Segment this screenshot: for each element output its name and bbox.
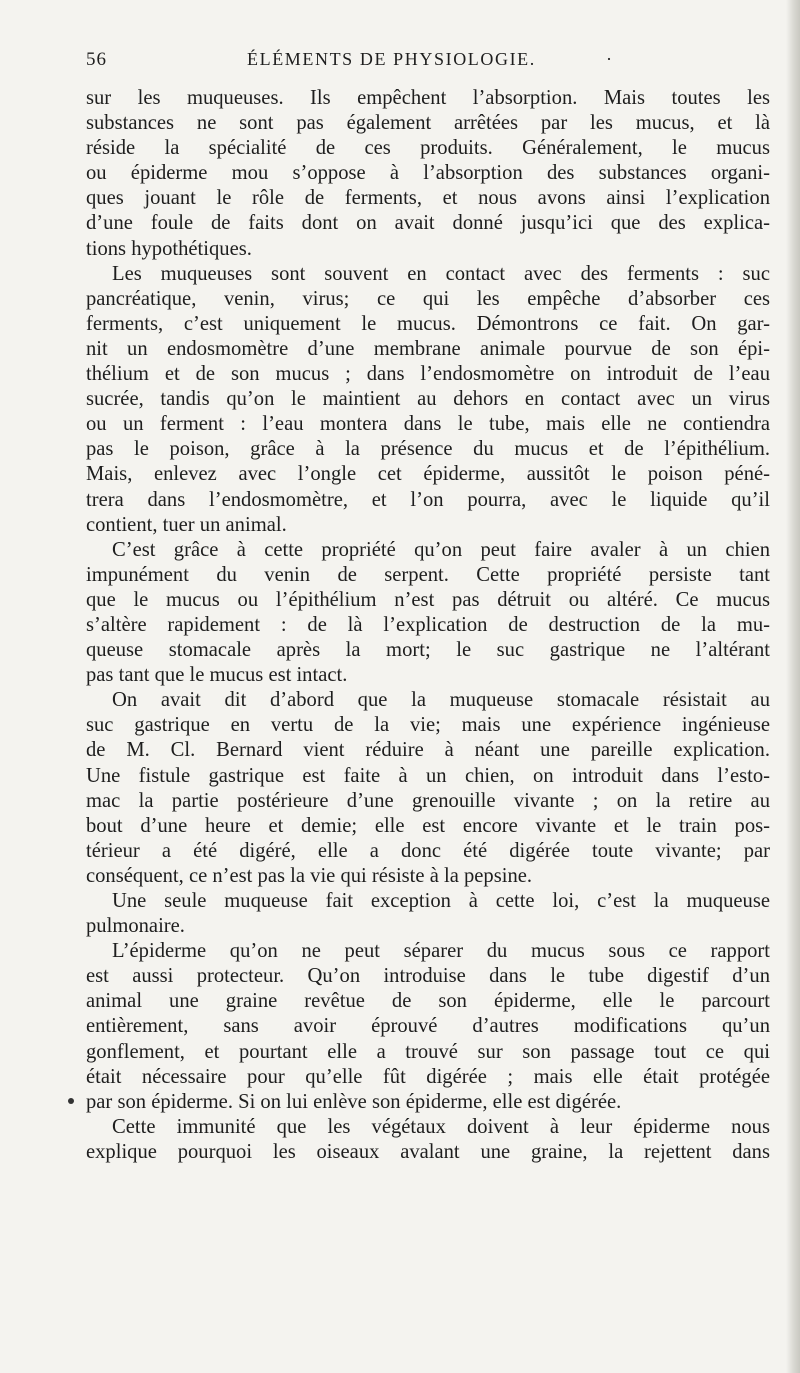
text-line: que le mucus ou l’épithélium n’est pas détruit ou altéré. Ce mucus — [86, 588, 770, 611]
text-line: animal une graine revêtue de son épiderme, elle le parcourt — [86, 990, 770, 1013]
text-line: gonflement, et pourtant elle a trouvé sur son passage tout ce qui — [86, 1040, 770, 1063]
text-line: ferments, c’est uniquement le mucus. Démontrons ce fait. On gar- — [86, 312, 770, 335]
text-line: Une fistule gastrique est faite à un chien, on introduit dans l’esto- — [86, 764, 770, 787]
body-text — [86, 86, 770, 1165]
text-line: pancréatique, venin, virus; ce qui les empêche d’absorber ces — [86, 287, 770, 310]
text-line: trera dans l’endosmomètre, et l’on pourra, avec le liquide qu’il — [86, 488, 770, 511]
page-header — [86, 49, 736, 77]
text-line: s’altère rapidement : de là l’explication de destruction de la mu- — [86, 613, 770, 636]
text-line: réside la spécialité de ces produits. Généralement, le mucus — [86, 137, 770, 160]
text-line: thélium et de son mucus ; dans l’endosmomètre on introduit de l’eau — [86, 363, 770, 386]
text-line: de M. Cl. Bernard vient réduire à néant une pareille explication. — [86, 739, 770, 762]
text-line: substances ne sont pas également arrêtées par les mucus, et là — [86, 112, 770, 135]
text-line: par son épiderme. Si on lui enlève son épiderme, elle est digérée. — [86, 1090, 622, 1113]
margin-bullet-mark — [68, 1098, 74, 1104]
page-number: 56 — [86, 49, 107, 70]
text-line: sucrée, tandis qu’on le maintient au dehors en contact avec un virus — [86, 388, 770, 411]
text-line: contient, tuer un animal. — [86, 513, 287, 536]
text-line: mac la partie postérieure d’une grenouille vivante ; on la retire au — [86, 789, 770, 812]
text-line: L’épiderme qu’on ne peut séparer du mucus sous ce rapport — [112, 940, 770, 963]
text-line: d’une foule de faits dont on avait donné jusqu’ici que des explica- — [86, 212, 770, 235]
text-line: Cette immunité que les végétaux doivent à leur épiderme nous — [112, 1115, 770, 1138]
running-title: ÉLÉMENTS DE PHYSIOLOGIE. — [247, 49, 536, 69]
text-line: conséquent, ce n’est pas la vie qui résiste à la pepsine. — [86, 864, 533, 887]
text-line: entièrement, sans avoir éprouvé d’autres modifications qu’un — [86, 1015, 770, 1038]
text-line: C’est grâce à cette propriété qu’on peut faire avaler à un chien — [112, 538, 770, 561]
text-line: est aussi protecteur. Qu’on introduise dans le tube digestif d’un — [86, 965, 770, 988]
text-line: pulmonaire. — [86, 915, 185, 938]
text-line: Les muqueuses sont souvent en contact avec des ferments : suc — [112, 262, 770, 285]
text-line: explique pourquoi les oiseaux avalant une graine, la rejettent dans — [86, 1140, 770, 1163]
text-line: sur les muqueuses. Ils empêchent l’absorption. Mais toutes les — [86, 87, 770, 109]
text-line: suc gastrique en vertu de la vie; mais une expérience ingénieuse — [86, 714, 770, 737]
text-line: tions hypothétiques. — [86, 237, 252, 260]
text-line: Mais, enlevez avec l’ongle cet épiderme, aussitôt le poison péné- — [86, 463, 770, 486]
text-line: queuse stomacale après la mort; le suc gastrique ne l’altérant — [86, 639, 770, 662]
text-line: On avait dit d’abord que la muqueuse stomacale résistait au — [112, 689, 770, 712]
text-line: était nécessaire pour qu’elle fût digérée ; mais elle était protégée — [86, 1065, 770, 1088]
text-line: impunément du venin de serpent. Cette propriété persiste tant — [86, 563, 770, 586]
text-line: Une seule muqueuse fait exception à cette loi, c’est la muqueuse — [112, 890, 770, 912]
text-line: ou un ferment : l’eau montera dans le tube, mais elle ne contiendra — [86, 413, 770, 436]
page-edge-shadow — [786, 0, 800, 1373]
text-line: nit un endosmomètre d’une membrane animale pourvue de son épi- — [86, 337, 770, 360]
text-line: pas le poison, grâce à la présence du mucus et de l’épithélium. — [86, 438, 770, 461]
text-line: ou épiderme mou s’oppose à l’absorption des substances organi- — [86, 162, 770, 185]
text-line: bout d’une heure et demie; elle est encore vivante et le train pos- — [86, 814, 770, 837]
text-line: térieur a été digéré, elle a donc été digérée toute vivante; par — [86, 839, 770, 862]
text-line: pas tant que le mucus est intact. — [86, 664, 348, 687]
text-line: ques jouant le rôle de ferments, et nous avons ainsi l’explication — [86, 187, 770, 210]
header-mark: · — [606, 49, 613, 69]
